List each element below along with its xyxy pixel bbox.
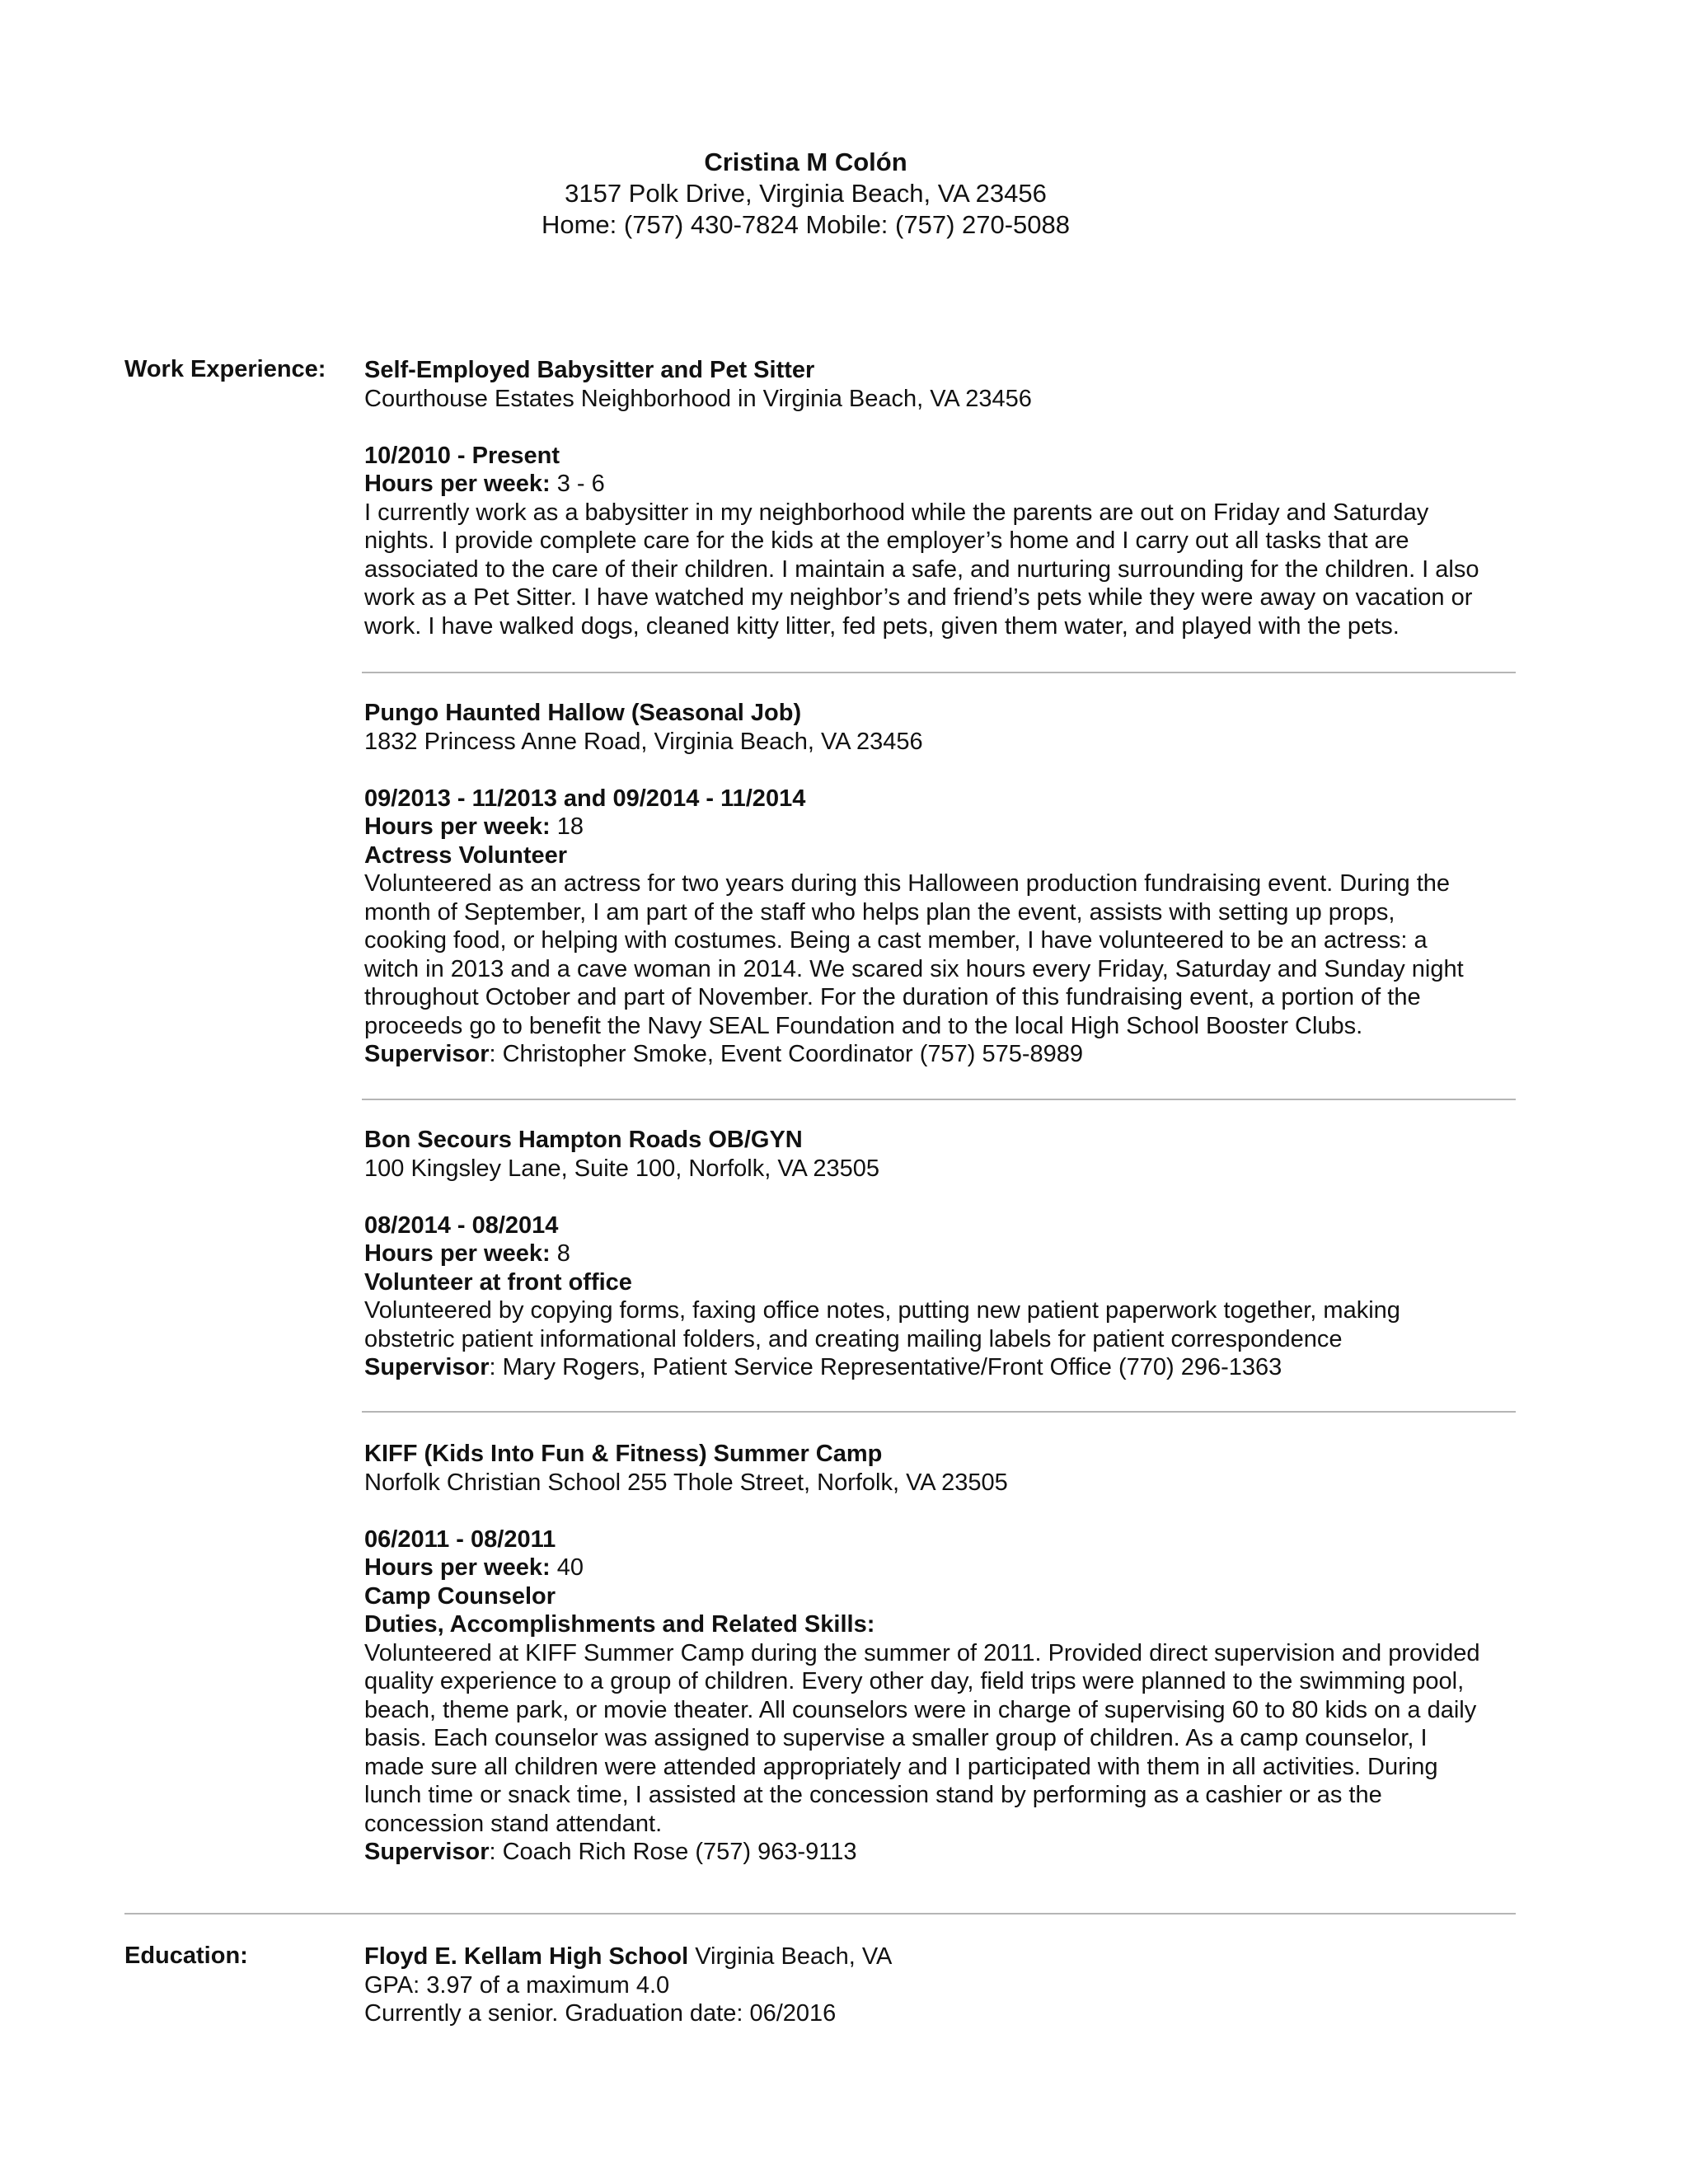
- job-hours: Hours per week: 8: [364, 1240, 570, 1267]
- gpa: GPA: 3.97 of a maximum 4.0: [364, 1971, 670, 1999]
- job-location: 100 Kingsley Lane, Suite 100, Norfolk, VA 23505: [364, 1155, 880, 1182]
- job-role: Actress Volunteer: [364, 841, 568, 869]
- school-location: Virginia Beach, VA: [688, 1943, 893, 1970]
- job-description-line: work. I have walked dogs, cleaned kitty litter, fed pets, given them water, and played with the pets.: [364, 612, 1400, 640]
- education-label: Education:: [124, 1943, 248, 1969]
- job-description-line: cooking food, or helping with costumes. Being a cast member, I have volunteered to be an actress: a: [364, 927, 1428, 954]
- candidate-phones: Home: (757) 430-7824 Mobile: (757) 270-5088: [541, 210, 1071, 239]
- work-experience-label: Work Experience:: [124, 356, 326, 382]
- job-description-line: lunch time or snack time, I assisted at the concession stand by performing as a cashier or as the: [364, 1782, 1382, 1808]
- job-entry: [364, 1126, 1535, 1382]
- job-description-line: proceeds go to benefit the Navy SEAL Foundation and to the local High School Booster Clubs.: [364, 1012, 1363, 1039]
- job-description-line: work as a Pet Sitter. I have watched my neighbor’s and friend’s pets while they were away on vacation or: [364, 584, 1473, 611]
- job-description-line: witch in 2013 and a cave woman in 2014. We scared six hours every Friday, Saturday and Sunday night: [364, 955, 1464, 982]
- job-description-line: Volunteered by copying forms, faxing office notes, putting new patient paperwork together, making: [364, 1297, 1400, 1324]
- divider: [362, 1099, 1516, 1100]
- job-entry: [364, 356, 1535, 640]
- job-role: Volunteer at front office: [364, 1268, 632, 1296]
- graduation-status: Currently a senior. Graduation date: 06/2016: [364, 2000, 837, 2027]
- job-description-line: nights. I provide complete care for the kids at the employer’s home and I carry out all tasks that are: [364, 527, 1409, 554]
- job-title: Bon Secours Hampton Roads OB/GYN: [364, 1127, 803, 1153]
- job-title: KIFF (Kids Into Fun & Fitness) Summer Camp: [364, 1441, 883, 1467]
- job-description-line: month of September, I am part of the staff who helps plan the event, assists with setting up props,: [364, 898, 1395, 926]
- job-entry: [364, 1440, 1535, 1867]
- job-description-line: I currently work as a babysitter in my neighborhood while the parents are out on Friday and Saturday: [364, 499, 1429, 526]
- job-description-line: throughout October and part of November. For the duration of this fundraising event, a portion of the: [364, 984, 1421, 1010]
- divider: [362, 1411, 1516, 1413]
- job-description-line: Volunteered at KIFF Summer Camp during the summer of 2011. Provided direct supervision and provided: [364, 1639, 1480, 1666]
- job-description-line: beach, theme park, or movie theater. All counselors were in charge of supervising 60 to 80 kids on a daily: [364, 1696, 1477, 1723]
- job-dates: 10/2010 - Present: [364, 442, 560, 469]
- school-line: [364, 1943, 1535, 1971]
- job-dates: 09/2013 - 11/2013 and 09/2014 - 11/2014: [364, 785, 806, 812]
- job-location: 1832 Princess Anne Road, Virginia Beach, VA 23456: [364, 728, 923, 755]
- job-description-line: made sure all children were attended appropriately and I participated with them in all activities. During: [364, 1753, 1438, 1780]
- education-entry: [364, 1943, 1535, 2028]
- job-description-line: quality experience to a group of children. Every other day, field trips were planned to the swimming pool,: [364, 1668, 1465, 1694]
- job-entry: [364, 699, 1535, 1069]
- candidate-name: Cristina M Colón: [704, 148, 907, 176]
- candidate-address: 3157 Polk Drive, Virginia Beach, VA 23456: [565, 179, 1047, 208]
- job-supervisor: Supervisor: Christopher Smoke, Event Coordinator (757) 575-8989: [364, 1041, 1084, 1067]
- resume-header: [0, 147, 1611, 241]
- divider: [362, 672, 1516, 673]
- job-role: Camp Counselor: [364, 1582, 556, 1610]
- job-hours: Hours per week: 3 - 6: [364, 471, 605, 497]
- job-supervisor: Supervisor: Coach Rich Rose (757) 963-9113: [364, 1839, 857, 1865]
- job-hours: Hours per week: 40: [364, 1554, 584, 1581]
- job-location: Courthouse Estates Neighborhood in Virginia Beach, VA 23456: [364, 385, 1032, 412]
- job-title: Pungo Haunted Hallow (Seasonal Job): [364, 700, 802, 726]
- job-location: Norfolk Christian School 255 Thole Street, Norfolk, VA 23505: [364, 1469, 1008, 1496]
- job-dates: 06/2011 - 08/2011: [364, 1526, 556, 1553]
- section-divider: [124, 1913, 1516, 1915]
- job-description-line: concession stand attendant.: [364, 1810, 663, 1837]
- job-description-line: basis. Each counselor was assigned to supervise a smaller group of children. As a camp counselor, I: [364, 1725, 1428, 1751]
- job-dates: 08/2014 - 08/2014: [364, 1212, 559, 1239]
- job-duties-heading: Duties, Accomplishments and Related Skills:: [364, 1611, 875, 1638]
- job-description-line: associated to the care of their children. I maintain a safe, and nurturing surrounding for the children. I also: [364, 555, 1479, 583]
- job-title: Self-Employed Babysitter and Pet Sitter: [364, 357, 815, 383]
- job-hours: Hours per week: 18: [364, 813, 584, 840]
- job-description-line: Volunteered as an actress for two years during this Halloween production fundraising event. During the: [364, 870, 1451, 897]
- school-name: Floyd E. Kellam High School: [364, 1943, 689, 1970]
- job-supervisor: Supervisor: Mary Rogers, Patient Service Representative/Front Office (770) 296-1363: [364, 1354, 1282, 1380]
- job-description-line: obstetric patient informational folders, and creating mailing labels for patient correspondence: [364, 1325, 1343, 1352]
